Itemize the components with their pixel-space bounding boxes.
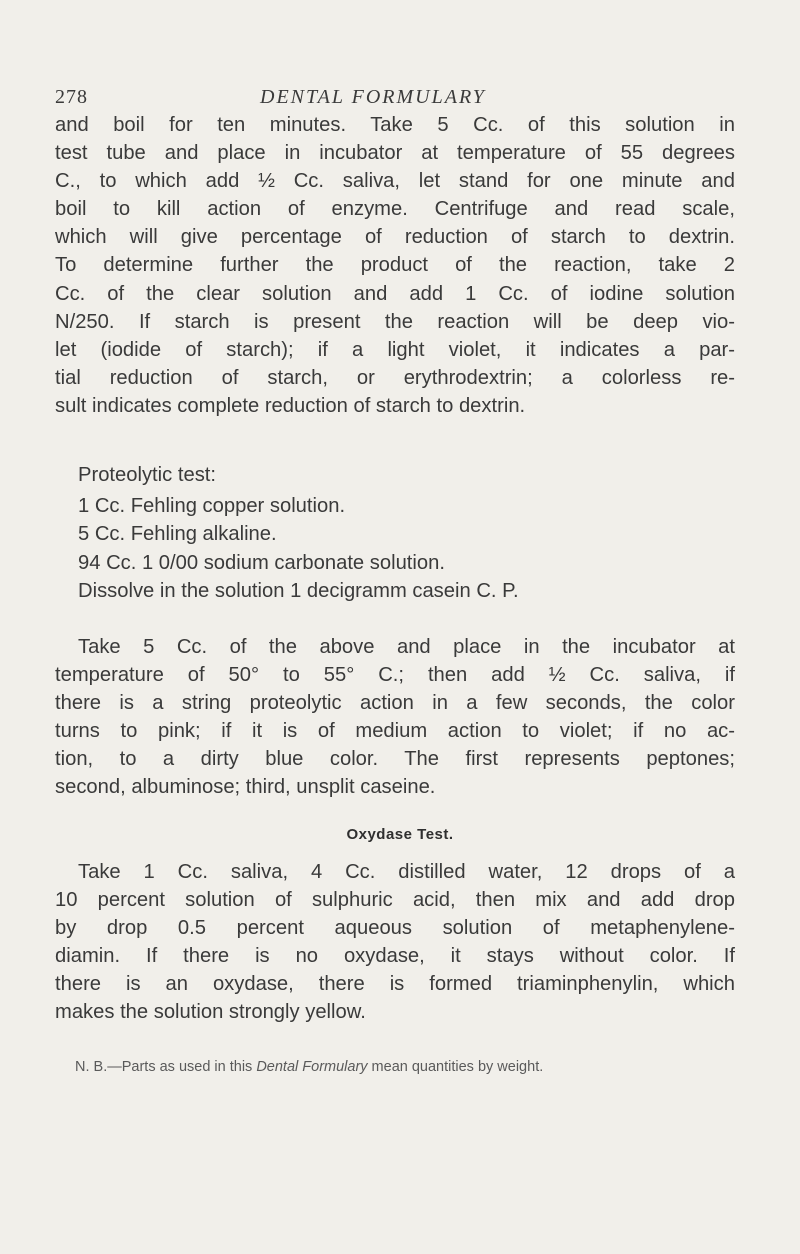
list-item: 5 Cc. Fehling alkaline. <box>78 523 277 546</box>
text-line: second, albuminose; third, unsplit caseine. <box>55 776 436 799</box>
footnote-prefix: N. B.—Parts as used in this <box>75 1059 257 1075</box>
oxydase-test-heading: Oxydase Test. <box>346 826 454 843</box>
text-line: makes the solution strongly yellow. <box>55 1001 366 1024</box>
text-line: turns to pink; if it is of medium action to violet; if no ac- <box>55 720 735 743</box>
text-line: C., to which add ½ Cc. saliva, let stand for one minute and <box>55 170 735 193</box>
paragraph-starch-test <box>55 111 735 420</box>
list-item: 94 Cc. 1 0/00 sodium carbonate solution. <box>78 551 445 574</box>
proteolytic-test-title: Proteolytic test: <box>78 464 217 486</box>
list-item: 1 Cc. Fehling copper solution. <box>78 495 346 517</box>
text-line: tial reduction of starch, or erythrodextrin; a colorless re- <box>55 366 735 389</box>
text-line: sult indicates complete reduction of starch to dextrin. <box>55 394 526 417</box>
text-line: 10 percent solution of sulphuric acid, then mix and add drop <box>55 889 735 912</box>
text-line: which will give percentage of reduction of starch to dextrin. <box>55 226 735 249</box>
text-line: N/250. If starch is present the reaction will be deep vio- <box>55 310 735 333</box>
text-line: tion, to a dirty blue color. The first represents peptones; <box>55 748 735 771</box>
footnote-suffix: mean quantities by weight. <box>367 1059 544 1075</box>
list-item: Dissolve in the solution 1 decigramm casein C. P. <box>78 580 519 603</box>
footnote-book-title: Dental Formulary <box>256 1059 368 1075</box>
text-line: there is a string proteolytic action in a few seconds, the color <box>55 692 735 715</box>
page-number: 278 <box>55 86 88 108</box>
text-line: let (iodide of starch); if a light violet, it indicates a par- <box>55 338 735 361</box>
text-line: test tube and place in incubator at temperature of 55 degrees <box>55 142 735 165</box>
paragraph-oxydase-procedure <box>55 858 735 1027</box>
proteolytic-ingredients-list <box>78 492 519 606</box>
text-line: there is an oxydase, there is formed triaminphenylin, which <box>55 973 735 996</box>
text-line: diamin. If there is no oxydase, it stays without color. If <box>55 945 735 968</box>
text-line: by drop 0.5 percent aqueous solution of metaphenylene- <box>55 917 735 940</box>
paragraph-proteolytic-procedure <box>55 633 735 802</box>
text-line: boil to kill action of enzyme. Centrifuge and read scale, <box>55 198 735 221</box>
text-line: and boil for ten minutes. Take 5 Cc. of this solution in <box>55 114 735 136</box>
text-line: Take 1 Cc. saliva, 4 Cc. distilled water, 12 drops of a <box>78 861 735 883</box>
text-line: Cc. of the clear solution and add 1 Cc. of iodine solution <box>55 282 735 305</box>
text-line: To determine further the product of the reaction, take 2 <box>55 254 735 277</box>
running-head: DENTAL FORMULARY <box>260 86 486 108</box>
text-line: Take 5 Cc. of the above and place in the incubator at <box>78 636 735 658</box>
footnote <box>55 1058 725 1077</box>
text-line: temperature of 50° to 55° C.; then add ½ Cc. saliva, if <box>55 664 735 687</box>
